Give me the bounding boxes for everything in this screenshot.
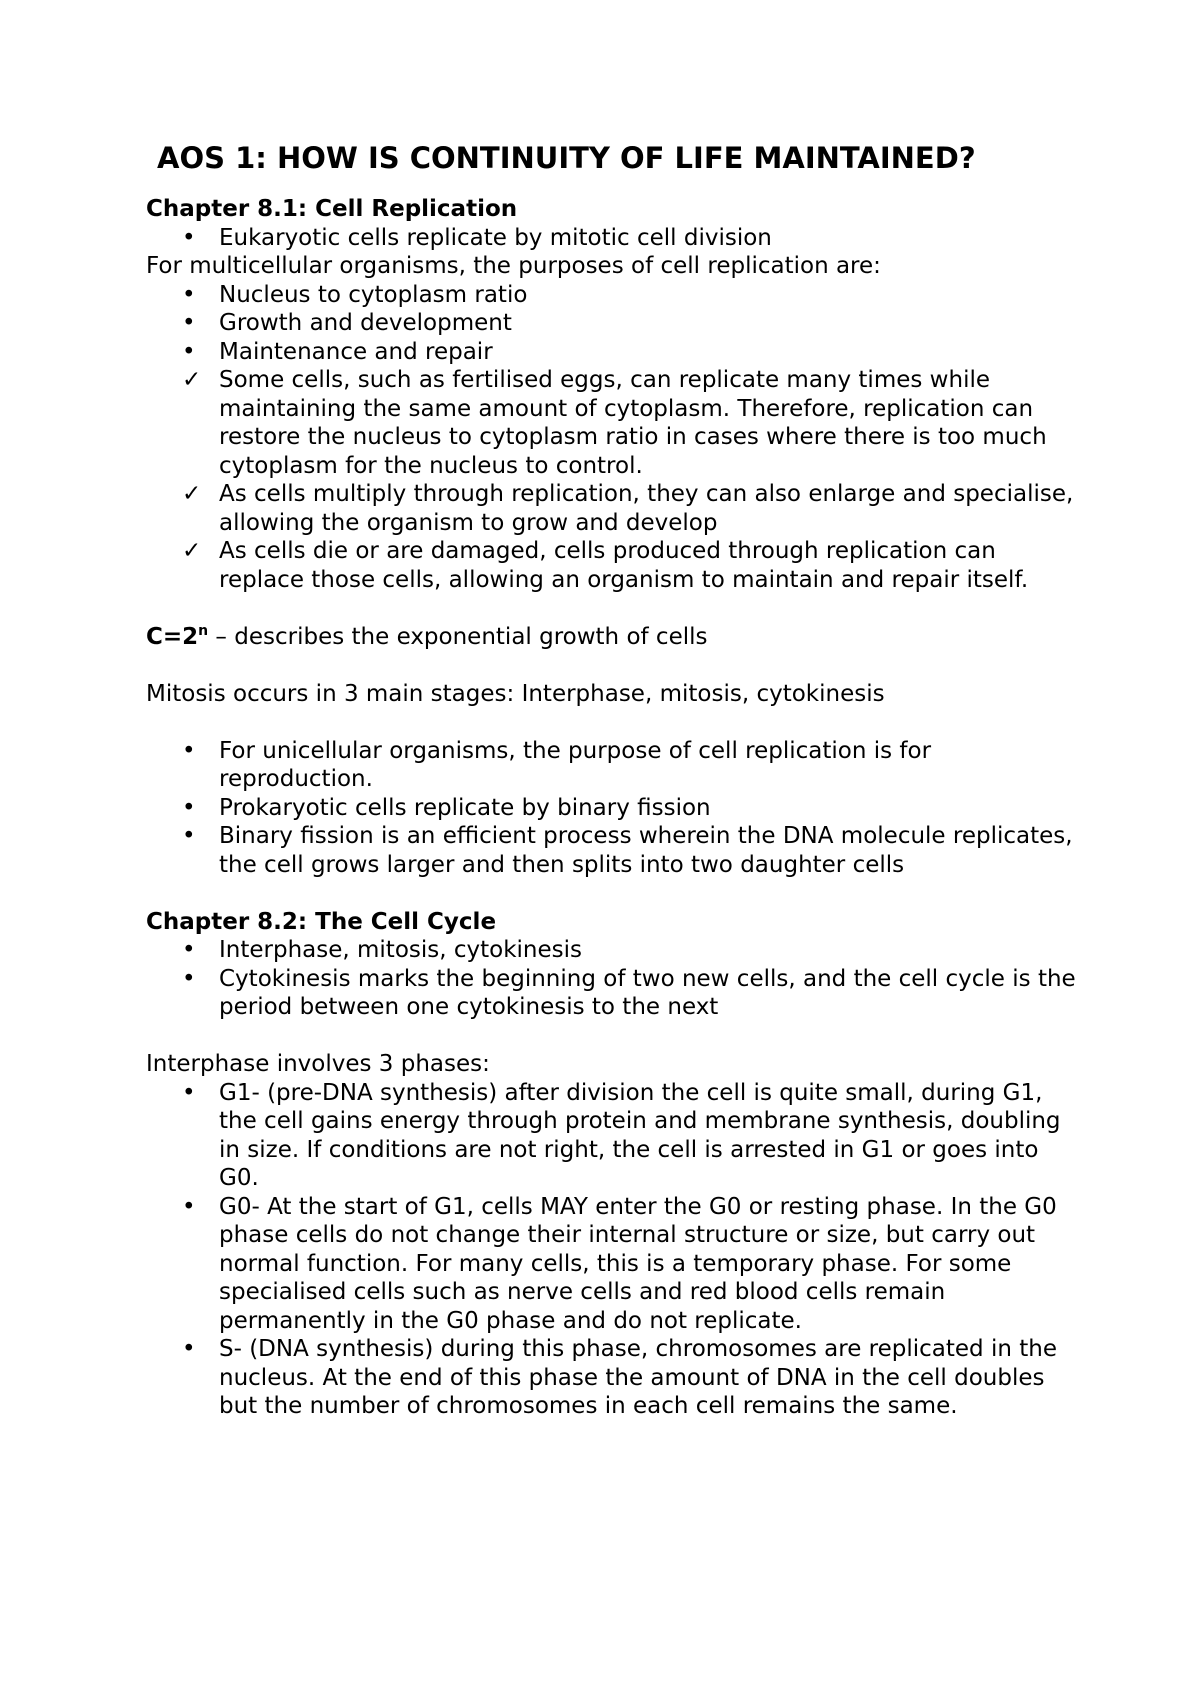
list-item-text: S- (DNA synthesis) during this phase, chromosomes are replicated in the nucleus. At the end of this phase the amount of DNA in the cell doubles but the number of chromosomes in each cell remains the same. xyxy=(219,1336,1057,1419)
bullet-icon: • xyxy=(182,1079,196,1106)
list-item-text: For unicellular organisms, the purpose of cell replication is for reproduction. xyxy=(219,737,932,792)
spacer xyxy=(146,1022,1080,1051)
bullet-icon: • xyxy=(182,1336,196,1362)
list-item-text: Maintenance and repair xyxy=(219,338,493,365)
multicellular-intro: For multicellular organisms, the purposes of cell replication are: xyxy=(146,253,881,279)
list-item-text: As cells die or are damaged, cells produced through replication can replace those cells, allowing an organism to maintain and repair itself. xyxy=(219,538,1029,593)
checkmark-icon: ✓ xyxy=(182,367,202,393)
chapter-8-2-heading: Chapter 8.2: The Cell Cycle xyxy=(146,908,497,935)
checkmark-icon: ✓ xyxy=(182,538,202,564)
formula-base: C=2 xyxy=(146,623,199,650)
bullet-icon: • xyxy=(182,1193,196,1220)
bullet-icon: • xyxy=(182,338,196,365)
bullet-icon: • xyxy=(182,281,196,308)
list-item xyxy=(146,537,1080,594)
bullet-icon: • xyxy=(182,965,196,992)
list-item xyxy=(146,1193,1080,1336)
list-item-text: Binary fission is an efficient process wherein the DNA molecule replicates, the cell grows larger and then splits into two daughter cells xyxy=(219,823,1073,878)
list-item xyxy=(146,1079,1080,1193)
formula-description: – describes the exponential growth of cells xyxy=(208,623,708,650)
list-item xyxy=(146,794,1080,823)
interphase-intro: Interphase involves 3 phases: xyxy=(146,1051,490,1077)
list-item-text: Nucleus to cytoplasm ratio xyxy=(219,281,528,308)
list-item xyxy=(146,309,1080,338)
checkmark-icon: ✓ xyxy=(182,481,202,507)
list-item-text: Prokaryotic cells replicate by binary fission xyxy=(219,794,711,821)
bullet-icon: • xyxy=(182,224,196,251)
spacer xyxy=(146,651,1080,680)
list-item xyxy=(146,281,1080,310)
list-item xyxy=(146,480,1080,537)
bullet-icon: • xyxy=(182,794,196,821)
spacer xyxy=(146,594,1080,623)
list-item xyxy=(146,936,1080,965)
list-item xyxy=(146,737,1080,794)
purposes-list xyxy=(146,281,1080,595)
list-item-text: Interphase, mitosis, cytokinesis xyxy=(219,937,583,963)
list-item-text: Some cells, such as fertilised eggs, can replicate many times while maintaining the same amount of cytoplasm. Therefore, replication can restore the nucleus to cytoplasm ratio in cases where there is too much cytoplasm for the nucleus to control. xyxy=(219,367,1047,479)
list-item xyxy=(146,965,1080,1022)
mitosis-stages: Mitosis occurs in 3 main stages: Interphase, mitosis, cytokinesis xyxy=(146,680,885,707)
list-item xyxy=(146,1335,1080,1421)
chapter-8-1-heading: Chapter 8.1: Cell Replication xyxy=(146,196,518,222)
page-title: AOS 1: HOW IS CONTINUITY OF LIFE MAINTAINED? xyxy=(157,141,976,175)
list-item-text: G0- At the start of G1, cells MAY enter the G0 or resting phase. In the G0 phase cells do not change their internal structure or size, but carry out normal function. For many cells, this is a temporary phase. For some specialised cells such as nerve cells and red blood cells remain permanently in the G0 phase and do not replicate. xyxy=(219,1193,1057,1334)
bullet-icon: • xyxy=(182,937,196,963)
bullet-icon: • xyxy=(182,823,196,849)
list-item-text: G1- (pre-DNA synthesis) after division the cell is quite small, during G1, the cell gains energy through protein and membrane synthesis, doubling in size. If conditions are not right, the cell is arrested in G1 or goes into G0. xyxy=(219,1079,1061,1191)
spacer xyxy=(146,708,1080,737)
formula-exponent: n xyxy=(198,622,209,639)
list-item-text: As cells multiply through replication, they can also enlarge and specialise, allowing the organism to grow and develop xyxy=(219,481,1074,536)
bullet-icon: • xyxy=(182,737,196,764)
bullet-icon: • xyxy=(182,310,196,336)
spacer xyxy=(146,879,1080,908)
formula-line xyxy=(146,623,1080,652)
list-item-text: Eukaryotic cells replicate by mitotic cell division xyxy=(219,224,772,251)
list-item xyxy=(146,822,1080,879)
unicellular-list xyxy=(146,737,1080,880)
list-item xyxy=(146,224,1080,253)
list-item xyxy=(146,366,1080,480)
list-item xyxy=(146,338,1080,367)
phases-list xyxy=(146,1079,1080,1421)
chapter-8-1-list xyxy=(146,224,1080,253)
list-item-text: Cytokinesis marks the beginning of two new cells, and the cell cycle is the period between one cytokinesis to the next xyxy=(219,965,1076,1020)
list-item-text: Growth and development xyxy=(219,310,512,336)
cell-cycle-list xyxy=(146,936,1080,1022)
formula xyxy=(146,624,208,650)
